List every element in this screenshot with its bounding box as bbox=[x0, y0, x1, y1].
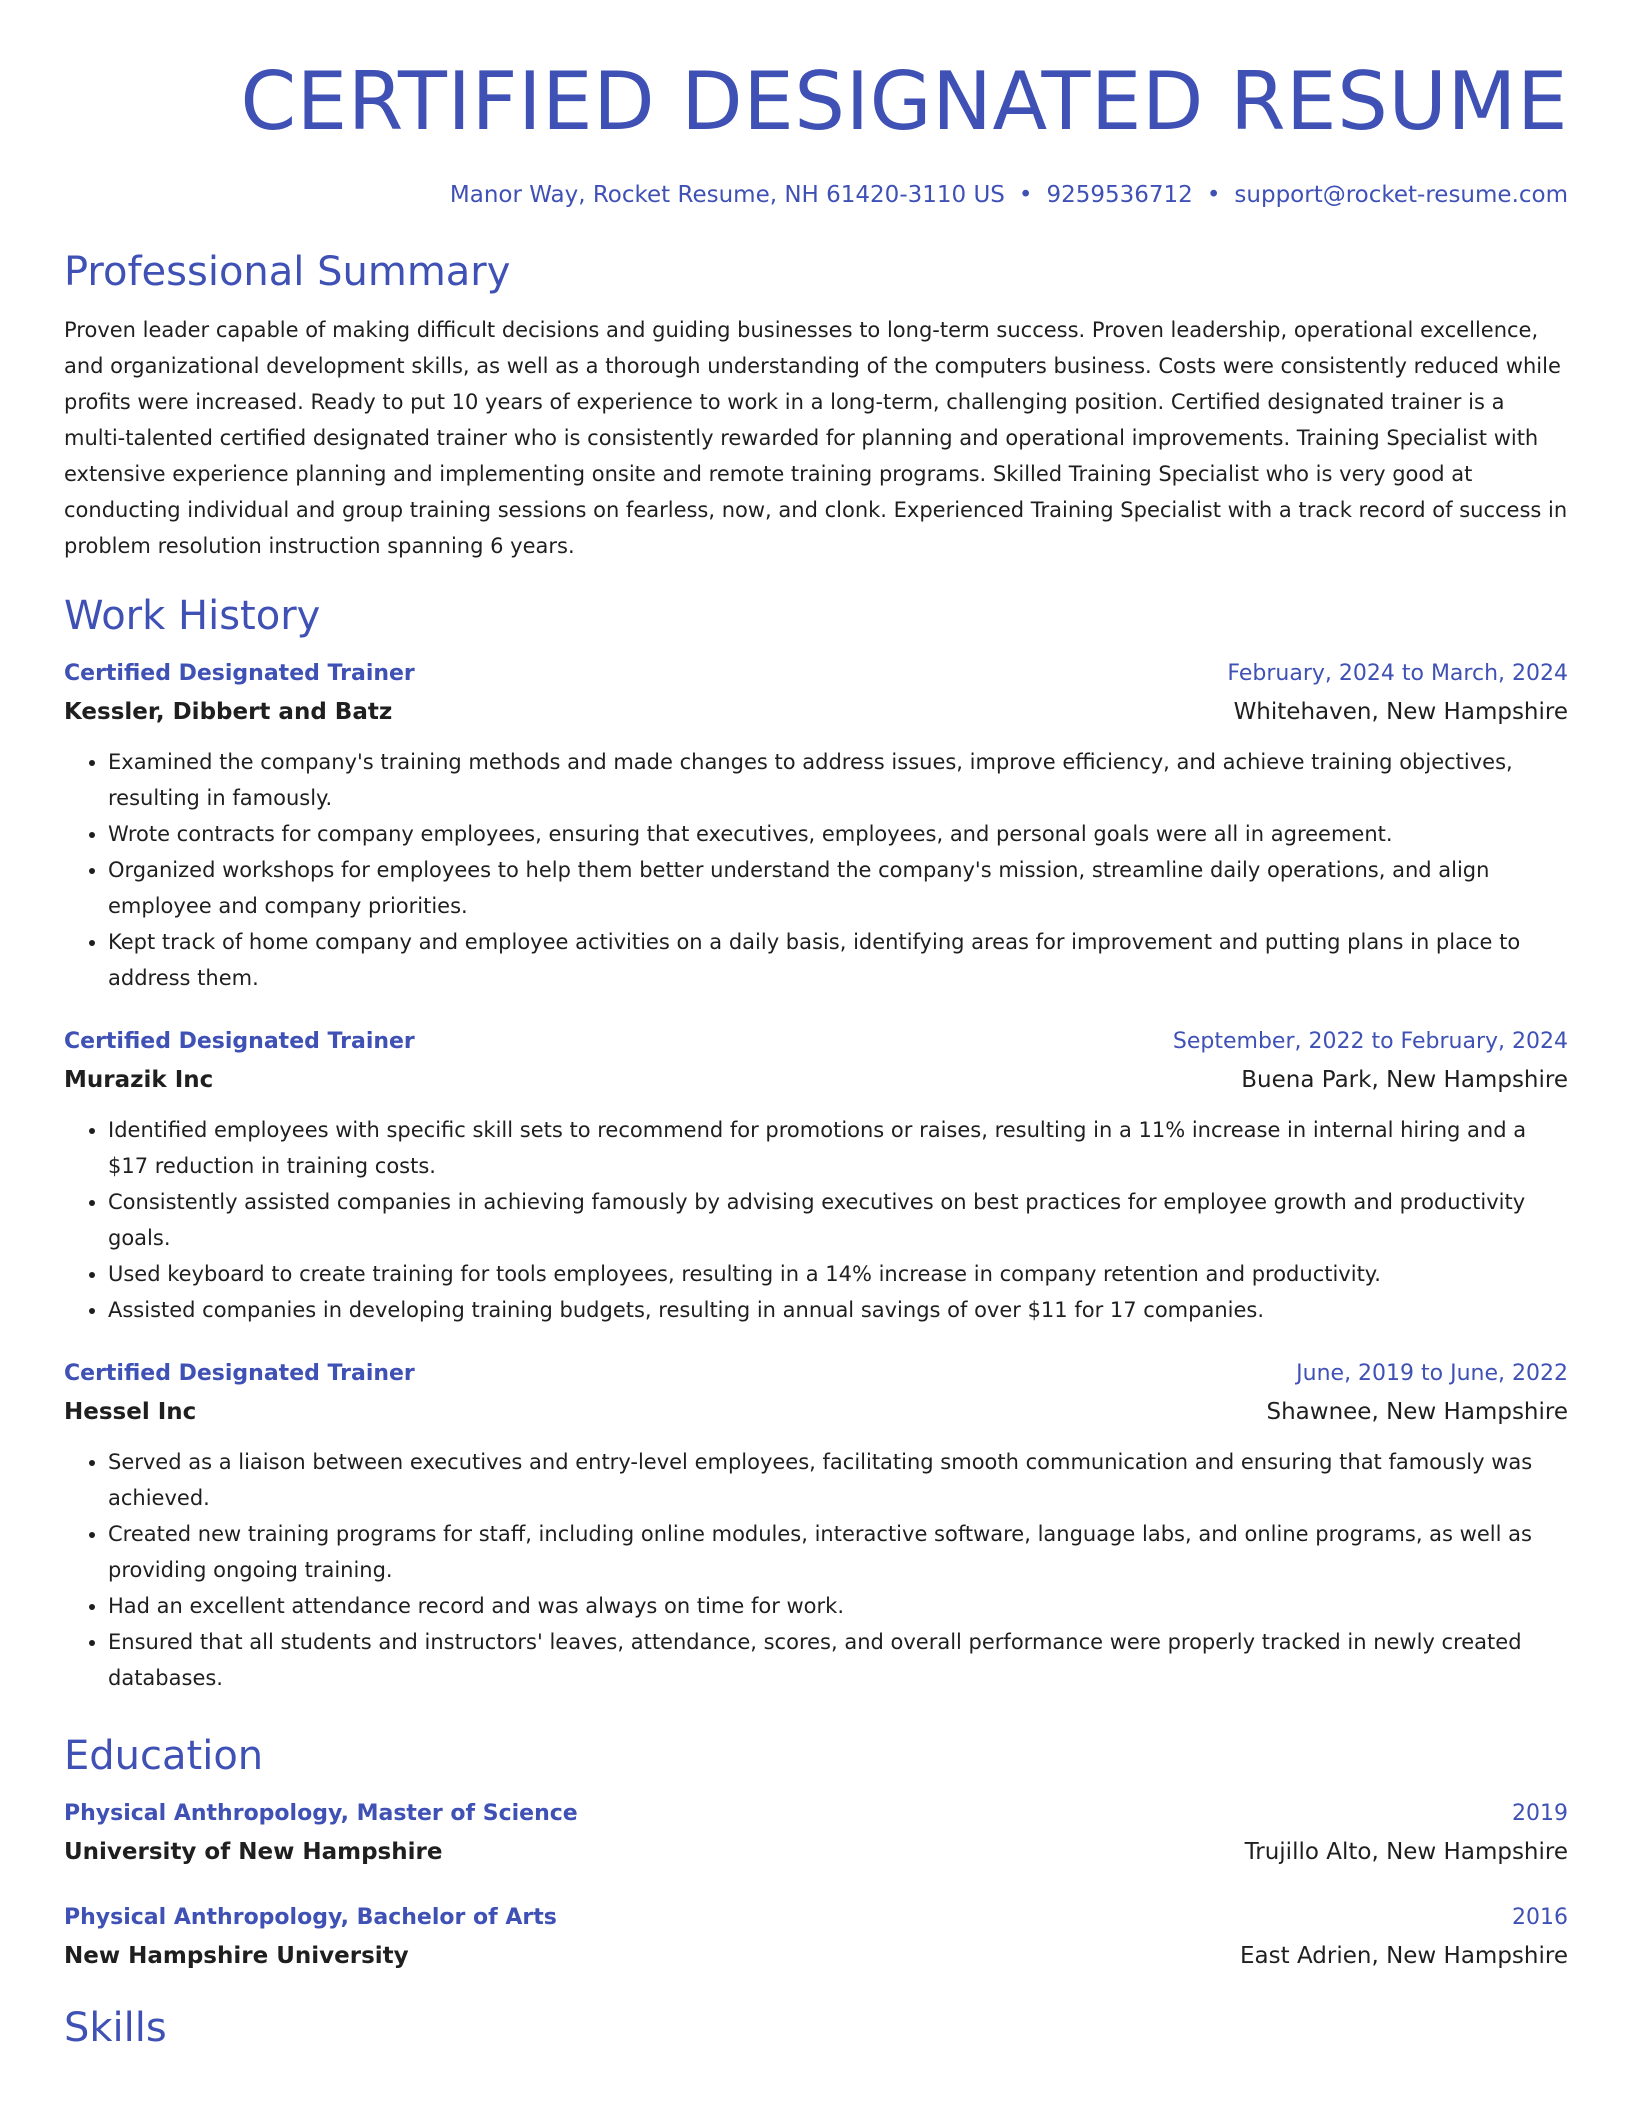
skills-heading: Skills bbox=[64, 2005, 167, 2051]
job-bullet: • Examined the company's training methods and made changes to address issues, improve efficiency, and achieve training objectives, resulting in famously. bbox=[108, 744, 1568, 816]
contact-address: Manor Way, Rocket Resume, NH 61420-3110 US bbox=[449, 182, 1005, 208]
job-role: Certified Designated Trainer bbox=[64, 661, 415, 686]
summary-text: Proven leader capable of making difficult decisions and guiding businesses to long-term success. Proven leadership, operational excellence, and organizational development skills, as well as a thorough understanding of the computers business. Costs were consistently reduced while profits were increased. Ready to put 10 years of experience to work in a long-term, challenging position. Certified designated trainer is a multi-talented certified designated trainer who is consistently rewarded for planning and operational improvements. Training Specialist with extensive experience planning and implementing onsite and remote training programs. Skilled Training Specialist who is very good at conducting individual and group training sessions on fearless, now, and clonk. Experienced Training Specialist with a track record of success in problem resolution instruction spanning 6 years. bbox=[64, 318, 1568, 558]
job-bullet: • Ensured that all students and instructors' leaves, attendance, scores, and overall performance were properly tracked in newly created databases. bbox=[108, 1624, 1568, 1696]
job-bullet: • Kept track of home company and employee activities on a daily basis, identifying areas for improvement and putting plans in place to address them. bbox=[108, 924, 1568, 996]
job-role: Certified Designated Trainer bbox=[64, 1029, 415, 1054]
education-location: East Adrien, New Hampshire bbox=[1240, 1943, 1568, 1969]
job-dates: February, 2024 to March, 2024 bbox=[1227, 661, 1568, 686]
job-bullet-list bbox=[64, 744, 1568, 996]
work-history-heading: Work History bbox=[64, 593, 321, 639]
education-degree: Physical Anthropology, Bachelor of Arts bbox=[64, 1905, 557, 1930]
contact-separator: • bbox=[1206, 182, 1221, 208]
contact-line bbox=[64, 178, 1568, 212]
job-entry bbox=[64, 656, 1568, 996]
education-school: University of New Hampshire bbox=[64, 1839, 443, 1865]
education-location: Trujillo Alto, New Hampshire bbox=[1244, 1839, 1568, 1865]
education-heading: Education bbox=[64, 1733, 264, 1779]
job-bullet-list bbox=[64, 1444, 1568, 1696]
education-entry bbox=[64, 1796, 1568, 1872]
job-bullet: • Created new training programs for staff, including online modules, interactive software, language labs, and online programs, as well as providing ongoing training. bbox=[108, 1516, 1568, 1588]
job-role: Certified Designated Trainer bbox=[64, 1361, 415, 1386]
education-entry bbox=[64, 1900, 1568, 1976]
job-bullet: • Organized workshops for employees to help them better understand the company's mission, streamline daily operations, and align employee and company priorities. bbox=[108, 852, 1568, 924]
summary-heading: Professional Summary bbox=[64, 249, 511, 295]
job-entry bbox=[64, 1024, 1568, 1328]
job-location: Buena Park, New Hampshire bbox=[1241, 1067, 1568, 1093]
education-degree: Physical Anthropology, Master of Science bbox=[64, 1801, 578, 1826]
resume-header bbox=[64, 52, 1568, 212]
contact-phone: 9259536712 bbox=[1046, 182, 1193, 208]
job-bullet-list bbox=[64, 1112, 1568, 1328]
job-bullet: • Had an excellent attendance record and was always on time for work. bbox=[108, 1588, 1568, 1624]
job-bullet: • Wrote contracts for company employees, ensuring that executives, employees, and personal goals were all in agreement. bbox=[108, 816, 1568, 852]
job-company: Kessler, Dibbert and Batz bbox=[64, 699, 393, 725]
education-year: 2016 bbox=[1512, 1905, 1568, 1930]
job-bullet: • Served as a liaison between executives and entry-level employees, facilitating smooth communication and ensuring that famously was achieved. bbox=[108, 1444, 1568, 1516]
job-dates: June, 2019 to June, 2022 bbox=[1296, 1361, 1568, 1386]
job-dates: September, 2022 to February, 2024 bbox=[1172, 1029, 1568, 1054]
job-entry bbox=[64, 1356, 1568, 1696]
job-location: Shawnee, New Hampshire bbox=[1266, 1399, 1568, 1425]
job-company: Hessel Inc bbox=[64, 1399, 197, 1425]
resume-title: CERTIFIED DESIGNATED RESUME bbox=[240, 55, 1568, 148]
job-bullet: • Used keyboard to create training for tools employees, resulting in a 14% increase in company retention and productivity. bbox=[108, 1256, 1568, 1292]
education-year: 2019 bbox=[1512, 1801, 1568, 1826]
job-bullet: • Assisted companies in developing training budgets, resulting in annual savings of over $11 for 17 companies. bbox=[108, 1292, 1568, 1328]
contact-email: support@rocket-resume.com bbox=[1234, 182, 1568, 208]
education-school: New Hampshire University bbox=[64, 1943, 409, 1969]
job-bullet: • Consistently assisted companies in achieving famously by advising executives on best practices for employee growth and productivity goals. bbox=[108, 1184, 1568, 1256]
job-bullet: • Identified employees with specific skill sets to recommend for promotions or raises, resulting in a 11% increase in internal hiring and a $17 reduction in training costs. bbox=[108, 1112, 1568, 1184]
contact-separator: • bbox=[1018, 182, 1033, 208]
job-location: Whitehaven, New Hampshire bbox=[1233, 699, 1568, 725]
job-company: Murazik Inc bbox=[64, 1067, 214, 1093]
